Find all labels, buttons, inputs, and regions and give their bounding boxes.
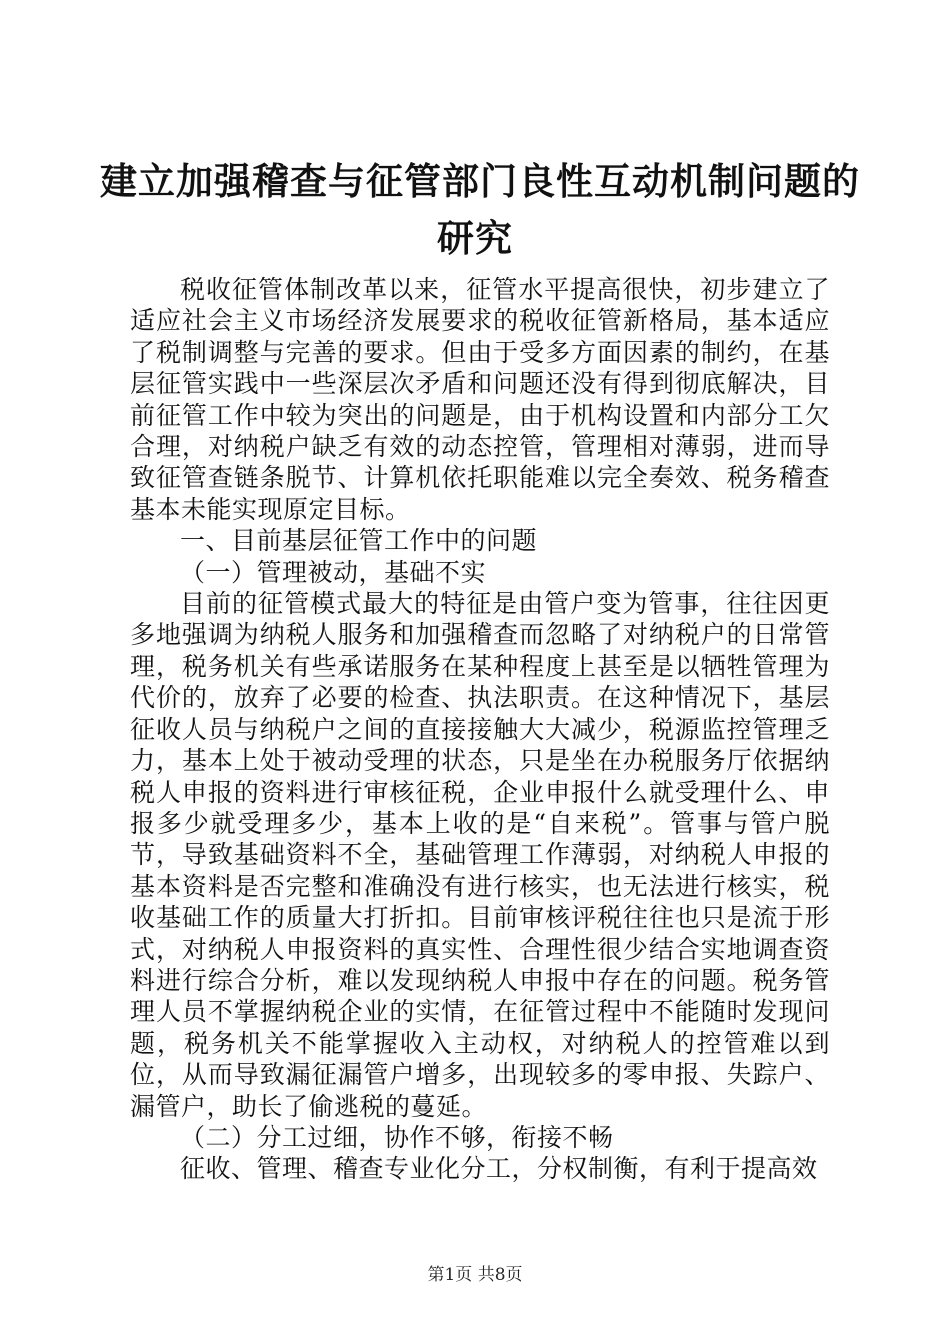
intro-paragraph: 税收征管体制改革以来，征管水平提高很快，初步建立了适应社会主义市场经济发展要求的税收征管新格局，基本适应了税制调整与完善的要求。但由于受多方面因素的制约，在基层征管实践中一些深层次矛盾和问题还没有得到彻底解决，目前征管工作中较为突出的问题是，由于机构设置和内部分工欠合理，对纳税户缺乏有效的动态控管，管理相对薄弱，进而导致征管查链条脱节、计算机依托职能难以完全奏效、税务稽查基本未能实现原定目标。	[130, 275, 830, 524]
subsection-heading-2: （二）分工过细，协作不够，衔接不畅	[180, 1122, 614, 1152]
document-body	[130, 274, 830, 1185]
subsection-heading-1: （一）管理被动，基础不实	[180, 557, 487, 587]
document-title-line-2: 研究	[437, 216, 513, 260]
page-footer: 第1页 共8页	[427, 1265, 523, 1285]
section-heading: 一、目前基层征管工作中的问题	[180, 526, 538, 556]
body-paragraph-truncated: 征收、管理、稽查专业化分工，分权制衡，有利于提高效	[180, 1154, 818, 1184]
document-title-line-1: 建立加强稽查与征管部门良性互动机制问题的	[100, 159, 860, 203]
body-paragraph: 目前的征管模式最大的特征是由管户变为管事，往往因更多地强调为纳税人服务和加强稽查而忽略了对纳税户的日常管理，税务机关有些承诺服务在某种程度上甚至是以牺牲管理为代价的，放弃了必要的检查、执法职责。在这种情况下，基层征收人员与纳税户之间的直接接触大大减少，税源监控管理乏力，基本上处于被动受理的状态，只是坐在办税服务厅依据纳税人申报的资料进行审核征税，企业申报什么就受理什么、申报多少就受理多少，基本上收的是“自来税”。管事与管户脱节，导致基础资料不全，基础管理工作薄弱，对纳税人申报的基本资料是否完整和准确没有进行核实，也无法进行核实，税收基础工作的质量大打折扣。目前审核评税往往也只是流于形式，对纳税人申报资料的真实性、合理性很少结合实地调查资料进行综合分析，难以发现纳税人申报中存在的问题。税务管理人员不掌握纳税企业的实情，在征管过程中不能随时发现问题，税务机关不能掌握收入主动权，对纳税人的控管难以到位，从而导致漏征漏管户增多，出现较多的零申报、失踪户、漏管户，助长了偷逃税的蔓延。	[130, 589, 830, 1121]
